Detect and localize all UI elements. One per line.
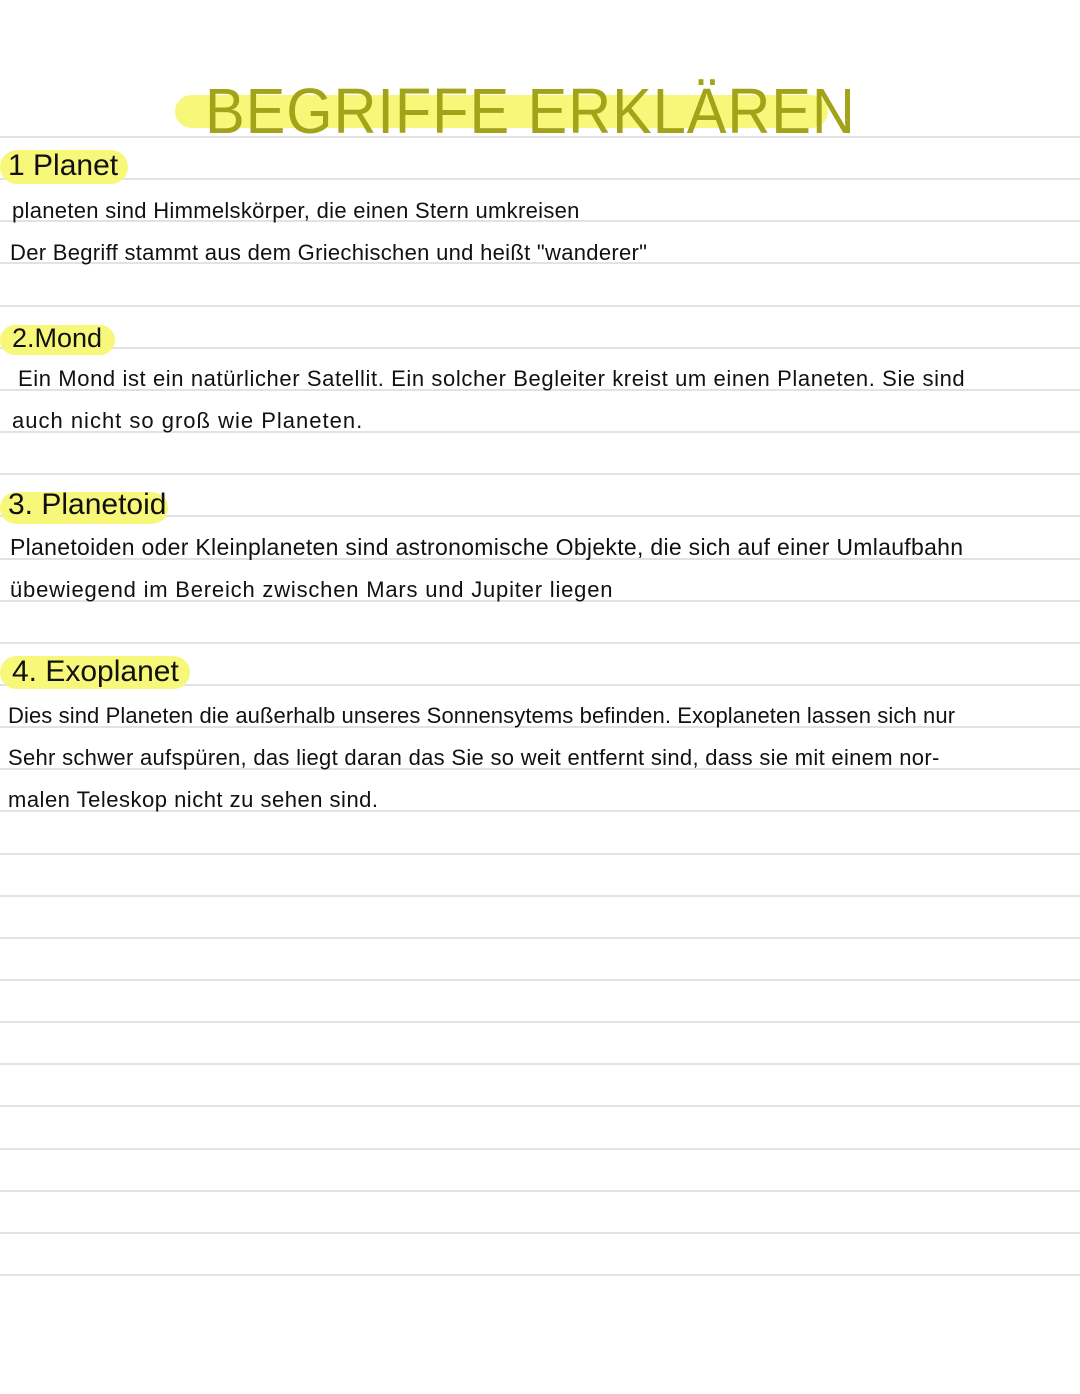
text-line: Der Begriff stammt aus dem Griechischen und heißt "wanderer" [10, 240, 648, 265]
ruled-line [0, 1274, 1080, 1276]
ruled-line [0, 642, 1080, 644]
ruled-line [0, 178, 1080, 180]
ruled-line [0, 895, 1080, 897]
ruled-line [0, 305, 1080, 307]
text-line: Sehr schwer aufspüren, das liegt daran das Sie so weit entfernt sind, dass sie mit einem nor- [8, 745, 940, 770]
section-heading-planet: 1 Planet [8, 149, 119, 182]
text-line: Ein Mond ist ein natürlicher Satellit. Ein solcher Begleiter kreist um einen Planeten. Sie sind [18, 366, 966, 391]
section-heading-planetoid: 3. Planetoid [8, 488, 167, 521]
ruled-line [0, 1021, 1080, 1023]
ruled-line [0, 853, 1080, 855]
section-heading-mond: 2.Mond [12, 323, 103, 353]
text-line: übewiegend im Bereich zwischen Mars und Jupiter liegen [10, 577, 614, 602]
text-line: auch nicht so groß wie Planeten. [12, 408, 364, 433]
ruled-line [0, 1063, 1080, 1065]
ruled-line [0, 1232, 1080, 1234]
text-line: malen Teleskop nicht zu sehen sind. [8, 787, 379, 812]
ruled-line [0, 473, 1080, 475]
ruled-line [0, 1105, 1080, 1107]
section-heading-exoplanet: 4. Exoplanet [12, 655, 179, 688]
text-line: Dies sind Planeten die außerhalb unseres Sonnensytems befinden. Exoplaneten lassen sich nur [8, 703, 956, 728]
ruled-line [0, 937, 1080, 939]
text-line: planeten sind Himmelskörper, die einen Stern umkreisen [12, 198, 580, 223]
ruled-line [0, 347, 1080, 349]
ruled-line [0, 979, 1080, 981]
page-title: BEGRIFFE ERKLÄREN [205, 75, 856, 147]
ruled-line [0, 1148, 1080, 1150]
ruled-line [0, 1190, 1080, 1192]
text-line: Planetoiden oder Kleinplaneten sind astronomische Objekte, die sich auf einer Umlaufbahn [10, 534, 964, 560]
